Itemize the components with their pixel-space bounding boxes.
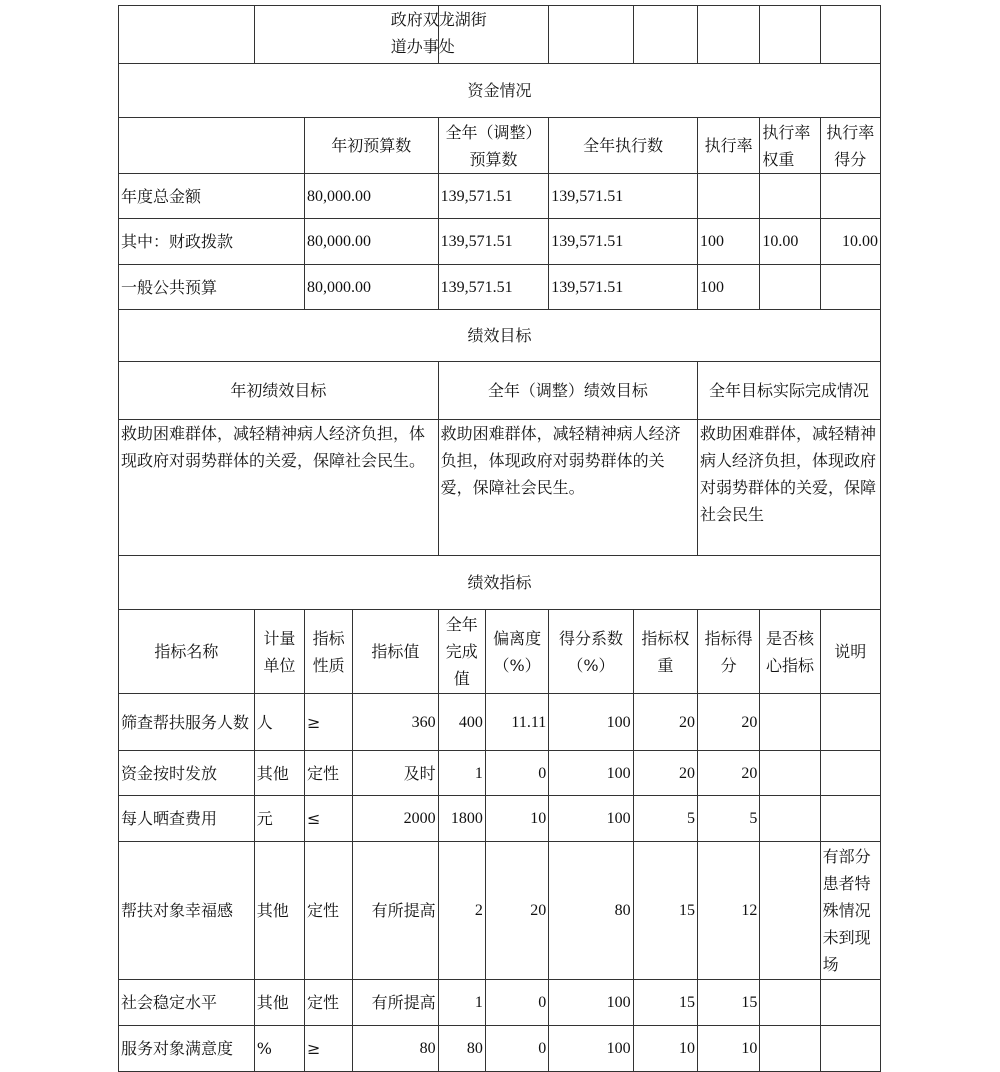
funds-row-rate: 100 <box>698 219 760 265</box>
ind-name: 帮扶对象幸福感 <box>119 842 255 980</box>
funds-row-initial: 80,000.00 <box>304 174 438 219</box>
ind-note <box>820 980 880 1026</box>
goals-initial-text: 救助困难群体，减轻精神病人经济负担，体现政府对弱势群体的关爱，保障社会民生。 <box>119 420 439 556</box>
funds-row-rate: 100 <box>698 265 760 310</box>
funds-row-executed: 139,571.51 <box>549 219 698 265</box>
goals-header-actual: 全年目标实际完成情况 <box>698 362 881 420</box>
funds-row-executed: 139,571.51 <box>549 265 698 310</box>
ind-note: 有部分患者特殊情况未到现场 <box>820 842 880 980</box>
ind-header-nature: 指标性质 <box>304 610 352 694</box>
ind-nature: 定性 <box>304 842 352 980</box>
indicators-section-title: 绩效指标 <box>119 556 881 610</box>
ind-score: 20 <box>698 751 760 796</box>
ind-header-name: 指标名称 <box>119 610 255 694</box>
funds-row-initial: 80,000.00 <box>304 219 438 265</box>
ind-completed: 80 <box>438 1026 485 1072</box>
ind-name: 筛查帮扶服务人数 <box>119 694 255 751</box>
ind-completed: 1 <box>438 980 485 1026</box>
ind-deviation: 10 <box>485 796 548 842</box>
ind-unit: 其他 <box>254 751 304 796</box>
indicators-section-row <box>119 556 881 610</box>
ind-coefficient: 80 <box>549 842 633 980</box>
ind-header-deviation: 偏离度（%） <box>485 610 548 694</box>
funds-header-row <box>119 118 881 174</box>
org-cell-blank <box>119 6 255 64</box>
goals-section-row <box>119 310 881 362</box>
funds-section-title: 资金情况 <box>119 64 881 118</box>
goals-section-title: 绩效目标 <box>119 310 881 362</box>
ind-core <box>760 796 820 842</box>
ind-nature: 定性 <box>304 751 352 796</box>
funds-header-blank <box>119 118 305 174</box>
ind-coefficient: 100 <box>549 796 633 842</box>
ind-core <box>760 842 820 980</box>
ind-name: 服务对象满意度 <box>119 1026 255 1072</box>
ind-nature: ≥ <box>304 694 352 751</box>
ind-unit: 其他 <box>254 842 304 980</box>
funds-row-score <box>820 265 880 310</box>
org-cell-blank <box>633 6 697 64</box>
ind-coefficient: 100 <box>549 1026 633 1072</box>
org-unit-cell <box>254 6 487 64</box>
goals-adjusted-text: 救助困难群体，减轻精神病人经济负担，体现政府对弱势群体的关爱，保障社会民生。 <box>438 420 697 556</box>
ind-value: 有所提高 <box>353 980 438 1026</box>
ind-header-score: 指标得分 <box>698 610 760 694</box>
ind-value: 2000 <box>353 796 438 842</box>
funds-row-weight <box>760 265 820 310</box>
funds-row-initial: 80,000.00 <box>304 265 438 310</box>
funds-row-executed: 139,571.51 <box>549 174 698 219</box>
ind-header-coefficient: 得分系数（%） <box>549 610 633 694</box>
header-exec-rate-score: 执行率得分 <box>820 118 880 174</box>
indicator-row <box>119 980 881 1026</box>
ind-note <box>820 796 880 842</box>
funds-row-weight <box>760 174 820 219</box>
funds-row-adjusted: 139,571.51 <box>438 265 549 310</box>
goals-content-row <box>119 420 881 556</box>
ind-name: 社会稳定水平 <box>119 980 255 1026</box>
funds-row <box>119 174 881 219</box>
ind-weight: 15 <box>633 842 697 980</box>
ind-unit: 其他 <box>254 980 304 1026</box>
ind-name: 资金按时发放 <box>119 751 255 796</box>
ind-deviation: 20 <box>485 842 548 980</box>
goals-actual-text: 救助困难群体，减轻精神病人经济负担，体现政府对弱势群体的关爱，保障社会民生 <box>698 420 881 556</box>
header-executed: 全年执行数 <box>549 118 698 174</box>
ind-core <box>760 1026 820 1072</box>
goals-header-row <box>119 362 881 420</box>
performance-table <box>118 5 881 1072</box>
ind-unit: 人 <box>254 694 304 751</box>
ind-deviation: 0 <box>485 1026 548 1072</box>
ind-core <box>760 751 820 796</box>
ind-completed: 2 <box>438 842 485 980</box>
ind-completed: 1 <box>438 751 485 796</box>
org-cell-blank <box>698 6 760 64</box>
indicator-row <box>119 842 881 980</box>
funds-row-label: 一般公共预算 <box>119 265 305 310</box>
org-cell-blank <box>820 6 880 64</box>
header-initial-budget: 年初预算数 <box>304 118 438 174</box>
ind-deviation: 11.11 <box>485 694 548 751</box>
funds-row-adjusted: 139,571.51 <box>438 174 549 219</box>
ind-weight: 20 <box>633 751 697 796</box>
ind-name: 每人晒查费用 <box>119 796 255 842</box>
ind-value: 有所提高 <box>353 842 438 980</box>
ind-unit: 元 <box>254 796 304 842</box>
ind-note <box>820 751 880 796</box>
ind-score: 12 <box>698 842 760 980</box>
ind-value: 80 <box>353 1026 438 1072</box>
ind-score: 5 <box>698 796 760 842</box>
ind-score: 20 <box>698 694 760 751</box>
ind-deviation: 0 <box>485 751 548 796</box>
funds-section-row <box>119 64 881 118</box>
ind-weight: 15 <box>633 980 697 1026</box>
ind-value: 及时 <box>353 751 438 796</box>
ind-weight: 10 <box>633 1026 697 1072</box>
ind-deviation: 0 <box>485 980 548 1026</box>
ind-score: 10 <box>698 1026 760 1072</box>
ind-value: 360 <box>353 694 438 751</box>
ind-completed: 1800 <box>438 796 485 842</box>
indicator-row <box>119 751 881 796</box>
goals-header-adjusted: 全年（调整）绩效目标 <box>438 362 697 420</box>
ind-coefficient: 100 <box>549 694 633 751</box>
ind-header-unit: 计量单位 <box>254 610 304 694</box>
goals-header-initial: 年初绩效目标 <box>119 362 439 420</box>
ind-header-note: 说明 <box>820 610 880 694</box>
indicator-row <box>119 694 881 751</box>
ind-coefficient: 100 <box>549 751 633 796</box>
ind-weight: 5 <box>633 796 697 842</box>
funds-row <box>119 219 881 265</box>
indicator-row <box>119 1026 881 1072</box>
funds-row-weight: 10.00 <box>760 219 820 265</box>
header-exec-rate-weight: 执行率权重 <box>760 118 820 174</box>
ind-header-weight: 指标权重 <box>633 610 697 694</box>
ind-nature: ≤ <box>304 796 352 842</box>
ind-core <box>760 694 820 751</box>
ind-score: 15 <box>698 980 760 1026</box>
ind-core <box>760 980 820 1026</box>
indicator-row <box>119 796 881 842</box>
header-exec-rate: 执行率 <box>698 118 760 174</box>
org-unit-name: 政府双龙湖街道办事处 <box>390 10 487 56</box>
org-cell-blank <box>549 6 633 64</box>
ind-unit: % <box>254 1026 304 1072</box>
funds-row-label: 其中：财政拨款 <box>119 219 305 265</box>
funds-row-adjusted: 139,571.51 <box>438 219 549 265</box>
funds-row-label: 年度总金额 <box>119 174 305 219</box>
funds-row-rate <box>698 174 760 219</box>
ind-note <box>820 694 880 751</box>
ind-nature: ≥ <box>304 1026 352 1072</box>
funds-row <box>119 265 881 310</box>
header-adjusted-budget: 全年（调整）预算数 <box>438 118 549 174</box>
indicators-header-row <box>119 610 881 694</box>
ind-header-completed: 全年完成值 <box>438 610 485 694</box>
ind-header-core: 是否核心指标 <box>760 610 820 694</box>
ind-weight: 20 <box>633 694 697 751</box>
ind-note <box>820 1026 880 1072</box>
ind-header-value: 指标值 <box>353 610 438 694</box>
ind-coefficient: 100 <box>549 980 633 1026</box>
org-cell-blank <box>760 6 820 64</box>
ind-completed: 400 <box>438 694 485 751</box>
ind-nature: 定性 <box>304 980 352 1026</box>
funds-row-score <box>820 174 880 219</box>
org-row <box>119 6 881 64</box>
funds-row-score: 10.00 <box>820 219 880 265</box>
